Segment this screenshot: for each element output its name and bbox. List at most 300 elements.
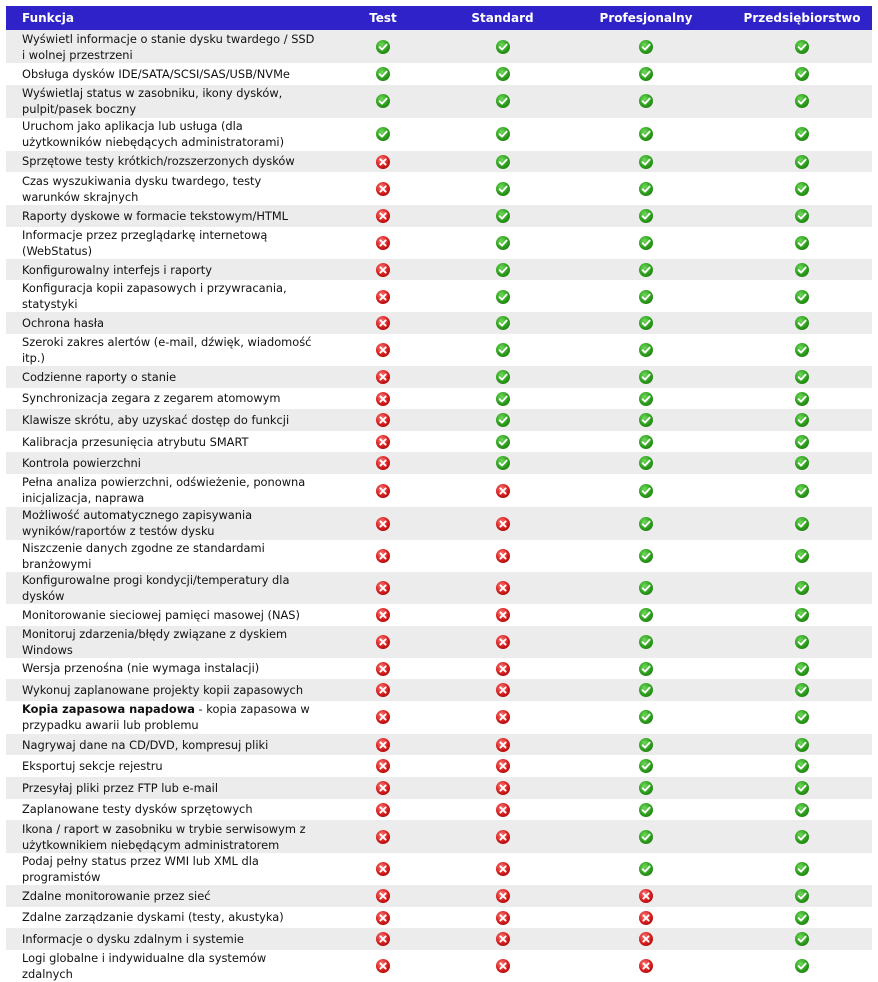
cross-icon — [376, 710, 390, 724]
check-icon — [795, 549, 809, 563]
table-row — [6, 259, 872, 281]
feature-label: Konfigurowalny interfejs i raporty — [22, 262, 212, 277]
feature-cell — [6, 950, 321, 982]
check-icon — [376, 40, 390, 54]
mark-cell-standard — [445, 540, 560, 572]
check-icon — [639, 781, 653, 795]
check-icon — [496, 94, 510, 108]
feature-cell — [6, 409, 321, 431]
cross-icon — [496, 911, 510, 925]
feature-label: Konfigurowalne progi kondycji/temperatury dla dysków — [22, 572, 290, 603]
cross-icon — [639, 911, 653, 925]
table-row — [6, 30, 872, 63]
feature-cell — [6, 259, 321, 281]
mark-cell-enterprise — [732, 85, 872, 118]
mark-cell-enterprise — [732, 626, 872, 658]
check-icon — [376, 127, 390, 141]
cross-icon — [496, 581, 510, 595]
feature-label: Logi globalne i indywidualne dla systemów zdalnych — [22, 950, 267, 981]
check-icon — [639, 549, 653, 563]
mark-cell-standard — [445, 151, 560, 173]
cross-icon — [639, 932, 653, 946]
mark-cell-test — [321, 853, 445, 885]
mark-cell-standard — [445, 853, 560, 885]
cross-icon — [496, 803, 510, 817]
check-icon — [639, 413, 653, 427]
mark-cell-standard — [445, 755, 560, 777]
cross-icon — [639, 959, 653, 973]
cross-icon — [376, 608, 390, 622]
mark-cell-enterprise — [732, 334, 872, 366]
mark-cell-test — [321, 820, 445, 853]
cross-icon — [376, 209, 390, 223]
cross-icon — [376, 781, 390, 795]
check-icon — [639, 263, 653, 277]
check-icon — [795, 517, 809, 531]
cross-icon — [376, 343, 390, 357]
feature-label: Synchronizacja zegara z zegarem atomowym — [22, 391, 281, 406]
mark-cell-professional — [560, 452, 732, 474]
mark-cell-test — [321, 907, 445, 929]
table-row — [6, 366, 872, 388]
check-icon — [795, 94, 809, 108]
mark-cell-test — [321, 452, 445, 474]
cross-icon — [376, 683, 390, 697]
mark-cell-professional — [560, 431, 732, 453]
mark-cell-test — [321, 626, 445, 658]
cross-icon — [376, 830, 390, 844]
feature-label: Możliwość automatycznego zapisywania wyników/raportów z testów dysku — [22, 508, 253, 539]
mark-cell-professional — [560, 118, 732, 151]
check-icon — [376, 94, 390, 108]
cross-icon — [496, 517, 510, 531]
mark-cell-enterprise — [732, 388, 872, 410]
table-row — [6, 388, 872, 410]
mark-cell-standard — [445, 928, 560, 950]
feature-label: Obsługa dysków IDE/SATA/SCSI/SAS/USB/NVMe — [22, 66, 290, 81]
mark-cell-professional — [560, 280, 732, 312]
mark-cell-professional — [560, 701, 732, 734]
table-row — [6, 626, 872, 658]
check-icon — [496, 67, 510, 81]
mark-cell-standard — [445, 507, 560, 540]
feature-label: Klawisze skrótu, aby uzyskać dostęp do funkcji — [22, 412, 290, 427]
mark-cell-test — [321, 777, 445, 799]
mark-cell-enterprise — [732, 572, 872, 604]
check-icon — [496, 155, 510, 169]
feature-label: Informacje przez przeglądarkę internetową (WebStatus) — [22, 227, 268, 258]
feature-label: Wykonuj zaplanowane projekty kopii zapasowych — [22, 682, 304, 697]
check-icon — [795, 413, 809, 427]
check-icon — [795, 182, 809, 196]
mark-cell-professional — [560, 507, 732, 540]
cross-icon — [496, 830, 510, 844]
mark-cell-enterprise — [732, 366, 872, 388]
mark-cell-test — [321, 172, 445, 205]
feature-cell — [6, 820, 321, 853]
feature-cell — [6, 312, 321, 334]
mark-cell-professional — [560, 777, 732, 799]
check-icon — [639, 803, 653, 817]
cross-icon — [376, 155, 390, 169]
mark-cell-test — [321, 409, 445, 431]
feature-cell — [6, 118, 321, 151]
mark-cell-professional — [560, 734, 732, 756]
mark-cell-professional — [560, 907, 732, 929]
mark-cell-enterprise — [732, 151, 872, 173]
feature-label: Zdalne zarządzanie dyskami (testy, akustyka) — [22, 910, 284, 925]
mark-cell-enterprise — [732, 950, 872, 982]
mark-cell-enterprise — [732, 799, 872, 821]
mark-cell-test — [321, 151, 445, 173]
check-icon — [639, 343, 653, 357]
mark-cell-standard — [445, 777, 560, 799]
check-icon — [496, 370, 510, 384]
feature-cell — [6, 431, 321, 453]
mark-cell-enterprise — [732, 227, 872, 259]
feature-cell — [6, 540, 321, 572]
mark-cell-enterprise — [732, 540, 872, 572]
check-icon — [639, 581, 653, 595]
check-icon — [795, 370, 809, 384]
mark-cell-standard — [445, 280, 560, 312]
cross-icon — [376, 738, 390, 752]
feature-cell — [6, 734, 321, 756]
feature-cell — [6, 907, 321, 929]
feature-comparison-table — [6, 6, 872, 982]
mark-cell-standard — [445, 572, 560, 604]
table-row — [6, 280, 872, 312]
cross-icon — [376, 932, 390, 946]
check-icon — [795, 127, 809, 141]
mark-cell-test — [321, 658, 445, 680]
check-icon — [795, 862, 809, 876]
mark-cell-professional — [560, 799, 732, 821]
mark-cell-professional — [560, 334, 732, 366]
mark-cell-test — [321, 701, 445, 734]
feature-label: Codzienne raporty o stanie — [22, 369, 177, 384]
mark-cell-professional — [560, 85, 732, 118]
mark-cell-standard — [445, 312, 560, 334]
cross-icon — [376, 662, 390, 676]
check-icon — [496, 456, 510, 470]
cross-icon — [376, 517, 390, 531]
mark-cell-test — [321, 572, 445, 604]
mark-cell-standard — [445, 950, 560, 982]
mark-cell-enterprise — [732, 30, 872, 63]
feature-cell — [6, 626, 321, 658]
feature-cell — [6, 474, 321, 507]
cross-icon — [496, 635, 510, 649]
mark-cell-standard — [445, 474, 560, 507]
mark-cell-standard — [445, 604, 560, 626]
cross-icon — [376, 316, 390, 330]
check-icon — [639, 683, 653, 697]
feature-cell — [6, 777, 321, 799]
feature-cell — [6, 572, 321, 604]
mark-cell-standard — [445, 431, 560, 453]
mark-cell-enterprise — [732, 205, 872, 227]
cross-icon — [496, 932, 510, 946]
feature-cell — [6, 885, 321, 907]
cross-icon — [496, 862, 510, 876]
check-icon — [795, 40, 809, 54]
check-icon — [496, 290, 510, 304]
check-icon — [639, 127, 653, 141]
feature-label: Wyświetl informacje o stanie dysku twardego / SSD i wolnej przestrzeni — [22, 31, 315, 62]
feature-label: Wersja przenośna (nie wymaga instalacji) — [22, 661, 260, 676]
table-row — [6, 507, 872, 540]
check-icon — [795, 155, 809, 169]
check-icon — [795, 932, 809, 946]
mark-cell-test — [321, 334, 445, 366]
check-icon — [639, 370, 653, 384]
check-icon — [639, 830, 653, 844]
mark-cell-test — [321, 431, 445, 453]
mark-cell-standard — [445, 701, 560, 734]
check-icon — [639, 67, 653, 81]
mark-cell-enterprise — [732, 658, 872, 680]
cross-icon — [496, 683, 510, 697]
check-icon — [795, 830, 809, 844]
check-icon — [639, 635, 653, 649]
mark-cell-enterprise — [732, 409, 872, 431]
mark-cell-enterprise — [732, 507, 872, 540]
check-icon — [496, 343, 510, 357]
feature-label: Uruchom jako aplikacja lub usługa (dla użytkowników niebędących administratorami) — [22, 119, 285, 150]
mark-cell-test — [321, 312, 445, 334]
feature-label: Wyświetlaj status w zasobniku, ikony dysków, pulpit/pasek boczny — [22, 86, 283, 117]
feature-cell — [6, 853, 321, 885]
cross-icon — [376, 759, 390, 773]
feature-label: Czas wyszukiwania dysku twardego, testy warunków skrajnych — [22, 173, 262, 204]
check-icon — [376, 67, 390, 81]
cross-icon — [376, 236, 390, 250]
check-icon — [795, 435, 809, 449]
mark-cell-professional — [560, 572, 732, 604]
mark-cell-standard — [445, 172, 560, 205]
cross-icon — [376, 263, 390, 277]
mark-cell-professional — [560, 63, 732, 85]
mark-cell-standard — [445, 388, 560, 410]
mark-cell-test — [321, 30, 445, 63]
mark-cell-professional — [560, 366, 732, 388]
cross-icon — [496, 759, 510, 773]
cross-icon — [376, 392, 390, 406]
mark-cell-enterprise — [732, 312, 872, 334]
table-row — [6, 227, 872, 259]
mark-cell-test — [321, 950, 445, 982]
mark-cell-standard — [445, 885, 560, 907]
cross-icon — [376, 456, 390, 470]
cross-icon — [496, 738, 510, 752]
table-row — [6, 885, 872, 907]
check-icon — [639, 392, 653, 406]
check-icon — [639, 862, 653, 876]
feature-label: - kopia zapasowa w przypadku awarii lub problemu — [22, 702, 310, 733]
mark-cell-professional — [560, 474, 732, 507]
table-row — [6, 604, 872, 626]
feature-cell — [6, 334, 321, 366]
feature-label: Monitorowanie sieciowej pamięci masowej (NAS) — [22, 607, 300, 622]
check-icon — [795, 608, 809, 622]
mark-cell-test — [321, 474, 445, 507]
feature-cell — [6, 755, 321, 777]
check-icon — [639, 94, 653, 108]
feature-label: Raporty dyskowe w formacie tekstowym/HTML — [22, 208, 289, 223]
cross-icon — [496, 549, 510, 563]
mark-cell-test — [321, 540, 445, 572]
mark-cell-test — [321, 507, 445, 540]
mark-cell-enterprise — [732, 853, 872, 885]
feature-label: Podaj pełny status przez WMI lub XML dla programistów — [22, 854, 259, 885]
mark-cell-enterprise — [732, 928, 872, 950]
table-row — [6, 777, 872, 799]
check-icon — [639, 236, 653, 250]
cross-icon — [376, 484, 390, 498]
feature-label-bold: Kopia zapasowa napadowa — [22, 702, 195, 717]
feature-label: Przesyłaj pliki przez FTP lub e-mail — [22, 780, 219, 795]
feature-comparison — [6, 6, 872, 982]
table-body — [6, 30, 872, 982]
cross-icon — [376, 889, 390, 903]
table-row — [6, 172, 872, 205]
mark-cell-test — [321, 388, 445, 410]
feature-cell — [6, 799, 321, 821]
cross-icon — [376, 911, 390, 925]
mark-cell-test — [321, 280, 445, 312]
mark-cell-test — [321, 799, 445, 821]
cross-icon — [376, 581, 390, 595]
mark-cell-test — [321, 928, 445, 950]
mark-cell-enterprise — [732, 63, 872, 85]
check-icon — [496, 263, 510, 277]
cross-icon — [639, 889, 653, 903]
feature-cell — [6, 388, 321, 410]
table-row — [6, 85, 872, 118]
mark-cell-enterprise — [732, 701, 872, 734]
check-icon — [795, 738, 809, 752]
mark-cell-standard — [445, 85, 560, 118]
check-icon — [795, 316, 809, 330]
mark-cell-standard — [445, 227, 560, 259]
mark-cell-test — [321, 227, 445, 259]
mark-cell-standard — [445, 820, 560, 853]
mark-cell-standard — [445, 734, 560, 756]
mark-cell-test — [321, 604, 445, 626]
check-icon — [639, 40, 653, 54]
mark-cell-professional — [560, 388, 732, 410]
mark-cell-professional — [560, 151, 732, 173]
mark-cell-enterprise — [732, 679, 872, 701]
cross-icon — [376, 435, 390, 449]
feature-label: Konfiguracja kopii zapasowych i przywracania, statystyki — [22, 281, 287, 312]
header-feature: Funkcja — [6, 6, 321, 30]
feature-label: Nagrywaj dane na CD/DVD, kompresuj pliki — [22, 737, 269, 752]
cross-icon — [496, 959, 510, 973]
mark-cell-enterprise — [732, 820, 872, 853]
feature-label: Niszczenie danych zgodne ze standardami branżowymi — [22, 540, 265, 571]
check-icon — [795, 803, 809, 817]
feature-cell — [6, 227, 321, 259]
cross-icon — [376, 549, 390, 563]
feature-cell — [6, 366, 321, 388]
mark-cell-enterprise — [732, 885, 872, 907]
mark-cell-enterprise — [732, 474, 872, 507]
table-row — [6, 572, 872, 604]
feature-label: Zaplanowane testy dysków sprzętowych — [22, 802, 253, 817]
check-icon — [795, 683, 809, 697]
check-icon — [795, 263, 809, 277]
check-icon — [795, 759, 809, 773]
check-icon — [639, 484, 653, 498]
mark-cell-standard — [445, 907, 560, 929]
cross-icon — [376, 290, 390, 304]
mark-cell-enterprise — [732, 259, 872, 281]
table-row — [6, 799, 872, 821]
table-row — [6, 853, 872, 885]
cross-icon — [376, 413, 390, 427]
feature-label: Pełna analiza powierzchni, odświeżenie, ponowna inicjalizacja, naprawa — [22, 475, 306, 506]
cross-icon — [376, 182, 390, 196]
mark-cell-standard — [445, 658, 560, 680]
mark-cell-standard — [445, 799, 560, 821]
mark-cell-standard — [445, 452, 560, 474]
feature-cell — [6, 63, 321, 85]
check-icon — [639, 710, 653, 724]
mark-cell-enterprise — [732, 118, 872, 151]
check-icon — [795, 911, 809, 925]
table-row — [6, 205, 872, 227]
check-icon — [496, 392, 510, 406]
mark-cell-enterprise — [732, 777, 872, 799]
table-row — [6, 474, 872, 507]
check-icon — [795, 635, 809, 649]
check-icon — [496, 236, 510, 250]
mark-cell-professional — [560, 950, 732, 982]
check-icon — [795, 343, 809, 357]
mark-cell-professional — [560, 312, 732, 334]
mark-cell-professional — [560, 679, 732, 701]
table-row — [6, 151, 872, 173]
check-icon — [795, 67, 809, 81]
mark-cell-professional — [560, 755, 732, 777]
mark-cell-standard — [445, 30, 560, 63]
mark-cell-test — [321, 85, 445, 118]
feature-cell — [6, 452, 321, 474]
cross-icon — [376, 803, 390, 817]
mark-cell-standard — [445, 205, 560, 227]
cross-icon — [496, 662, 510, 676]
feature-cell — [6, 507, 321, 540]
check-icon — [795, 290, 809, 304]
mark-cell-professional — [560, 885, 732, 907]
cross-icon — [496, 889, 510, 903]
mark-cell-enterprise — [732, 907, 872, 929]
feature-cell — [6, 679, 321, 701]
mark-cell-standard — [445, 63, 560, 85]
check-icon — [795, 236, 809, 250]
table-row — [6, 701, 872, 734]
feature-cell — [6, 85, 321, 118]
check-icon — [639, 155, 653, 169]
feature-label: Kontrola powierzchni — [22, 456, 141, 471]
check-icon — [639, 435, 653, 449]
table-row — [6, 755, 872, 777]
cross-icon — [496, 608, 510, 622]
check-icon — [639, 517, 653, 531]
table-row — [6, 820, 872, 853]
